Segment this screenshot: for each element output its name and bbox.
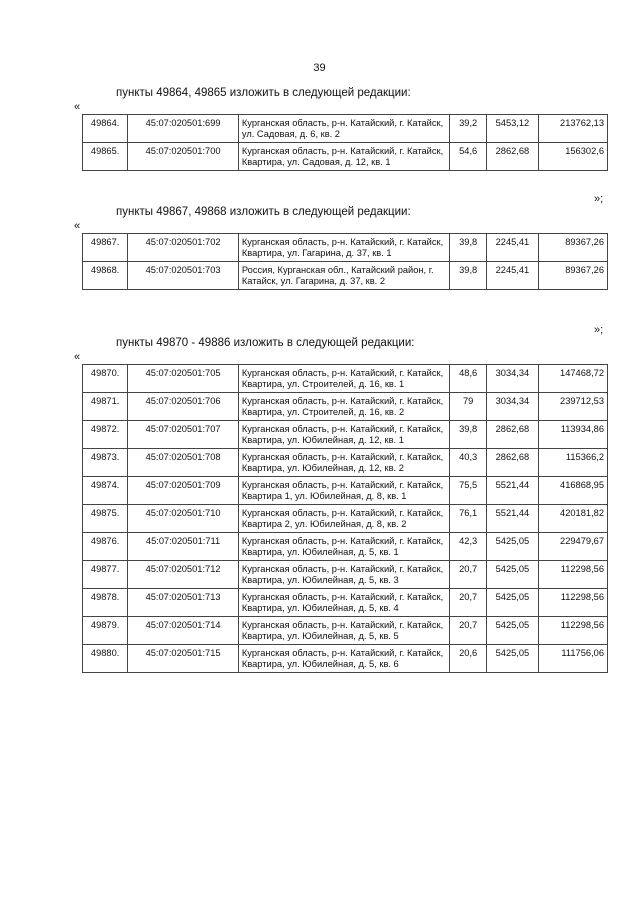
address-cell: Курганская область, р-н. Катайский, г. Катайск, Квартира 2, ул. Юбилейная, д. 8, кв. 2 — [238, 505, 449, 533]
cadastral-number: 45:07:020501:713 — [128, 589, 239, 617]
total-cell: 147468,72 — [538, 365, 607, 393]
table-row — [83, 645, 608, 673]
area-cell: 39,8 — [450, 421, 487, 449]
address-cell: Курганская область, р-н. Катайский, г. Катайск, Квартира, ул. Строителей, д. 16, кв. 2 — [238, 393, 449, 421]
cadastral-number: 45:07:020501:707 — [128, 421, 239, 449]
cadastral-number: 45:07:020501:705 — [128, 365, 239, 393]
address-cell: Курганская область, р-н. Катайский, г. Катайск, Квартира, ул. Гагарина, д. 37, кв. 1 — [238, 234, 449, 262]
price-cell: 5521,44 — [487, 477, 538, 505]
address-cell: Курганская область, р-н. Катайский, г. Катайск, Квартира, ул. Юбилейная, д. 12, кв. 1 — [238, 421, 449, 449]
address-cell: Курганская область, р-н. Катайский, г. Катайск, Квартира, ул. Садовая, д. 12, кв. 1 — [238, 143, 449, 171]
total-cell: 89367,26 — [538, 262, 607, 290]
area-cell: 20,6 — [450, 645, 487, 673]
table-row — [83, 477, 608, 505]
cadastral-number: 45:07:020501:708 — [128, 449, 239, 477]
property-table — [82, 114, 608, 171]
cadastral-number: 45:07:020501:715 — [128, 645, 239, 673]
total-cell: 239712,53 — [538, 393, 607, 421]
table-row — [83, 421, 608, 449]
row-number: 49879. — [83, 617, 128, 645]
area-cell: 39,2 — [450, 115, 487, 143]
table-row — [83, 393, 608, 421]
page-number: 39 — [313, 62, 326, 74]
cadastral-number: 45:07:020501:703 — [128, 262, 239, 290]
address-cell: Курганская область, р-н. Катайский, г. Катайск, Квартира, ул. Строителей, д. 16, кв. 1 — [238, 365, 449, 393]
total-cell: 112298,56 — [538, 617, 607, 645]
price-cell: 5521,44 — [487, 505, 538, 533]
price-cell: 2862,68 — [487, 449, 538, 477]
total-cell: 111756,06 — [538, 645, 607, 673]
table-row — [83, 533, 608, 561]
table-row — [83, 505, 608, 533]
row-number: 49871. — [83, 393, 128, 421]
total-cell: 89367,26 — [538, 234, 607, 262]
price-cell: 3034,34 — [487, 393, 538, 421]
address-cell: Курганская область, р-н. Катайский, г. Катайск, Квартира, ул. Юбилейная, д. 5, кв. 3 — [238, 561, 449, 589]
row-number: 49870. — [83, 365, 128, 393]
row-number: 49867. — [83, 234, 128, 262]
cadastral-number: 45:07:020501:699 — [128, 115, 239, 143]
total-cell: 115366,2 — [538, 449, 607, 477]
price-cell: 3034,34 — [487, 365, 538, 393]
area-cell: 48,6 — [450, 365, 487, 393]
table-row — [83, 449, 608, 477]
price-cell: 5453,12 — [487, 115, 538, 143]
section-heading: пункты 49864, 49865 изложить в следующей редакции: — [116, 87, 411, 99]
price-cell: 2862,68 — [487, 143, 538, 171]
cadastral-number: 45:07:020501:700 — [128, 143, 239, 171]
total-cell: 113934,86 — [538, 421, 607, 449]
price-cell: 5425,05 — [487, 617, 538, 645]
price-cell: 2862,68 — [487, 421, 538, 449]
total-cell: 416868,95 — [538, 477, 607, 505]
price-cell: 5425,05 — [487, 561, 538, 589]
table-row — [83, 617, 608, 645]
open-quote: « — [74, 220, 81, 232]
address-cell: Курганская область, р-н. Катайский, г. Катайск, Квартира 1, ул. Юбилейная, д. 8, кв. 1 — [238, 477, 449, 505]
cadastral-number: 45:07:020501:709 — [128, 477, 239, 505]
table-row — [83, 262, 608, 290]
row-number: 49878. — [83, 589, 128, 617]
table-row — [83, 234, 608, 262]
address-cell: Курганская область, р-н. Катайский, г. Катайск, ул. Садовая, д. 6, кв. 2 — [238, 115, 449, 143]
section-heading: пункты 49867, 49868 изложить в следующей редакции: — [116, 206, 411, 218]
area-cell: 39,8 — [450, 262, 487, 290]
property-table — [82, 364, 608, 673]
close-quote: »; — [594, 193, 604, 205]
total-cell: 213762,13 — [538, 115, 607, 143]
property-table — [82, 233, 608, 290]
row-number: 49868. — [83, 262, 128, 290]
price-cell: 5425,05 — [487, 589, 538, 617]
close-quote: »; — [594, 324, 604, 336]
price-cell: 2245,41 — [487, 262, 538, 290]
area-cell: 39,8 — [450, 234, 487, 262]
row-number: 49880. — [83, 645, 128, 673]
price-cell: 2245,41 — [487, 234, 538, 262]
cadastral-number: 45:07:020501:712 — [128, 561, 239, 589]
area-cell: 76,1 — [450, 505, 487, 533]
row-number: 49873. — [83, 449, 128, 477]
cadastral-number: 45:07:020501:714 — [128, 617, 239, 645]
table-row — [83, 365, 608, 393]
row-number: 49872. — [83, 421, 128, 449]
table-row — [83, 143, 608, 171]
table-row — [83, 115, 608, 143]
row-number: 49865. — [83, 143, 128, 171]
table-row — [83, 561, 608, 589]
row-number: 49877. — [83, 561, 128, 589]
address-cell: Курганская область, р-н. Катайский, г. Катайск, Квартира, ул. Юбилейная, д. 5, кв. 6 — [238, 645, 449, 673]
open-quote: « — [74, 101, 81, 113]
total-cell: 420181,82 — [538, 505, 607, 533]
area-cell: 42,3 — [450, 533, 487, 561]
area-cell: 20,7 — [450, 617, 487, 645]
row-number: 49874. — [83, 477, 128, 505]
area-cell: 20,7 — [450, 561, 487, 589]
area-cell: 20,7 — [450, 589, 487, 617]
address-cell: Курганская область, р-н. Катайский, г. Катайск, Квартира, ул. Юбилейная, д. 12, кв. 2 — [238, 449, 449, 477]
address-cell: Курганская область, р-н. Катайский, г. Катайск, Квартира, ул. Юбилейная, д. 5, кв. 4 — [238, 589, 449, 617]
cadastral-number: 45:07:020501:711 — [128, 533, 239, 561]
cadastral-number: 45:07:020501:706 — [128, 393, 239, 421]
address-cell: Россия, Курганская обл., Катайский район, г. Катайск, ул. Гагарина, д. 37, кв. 2 — [238, 262, 449, 290]
area-cell: 54,6 — [450, 143, 487, 171]
cadastral-number: 45:07:020501:702 — [128, 234, 239, 262]
row-number: 49876. — [83, 533, 128, 561]
total-cell: 112298,56 — [538, 561, 607, 589]
table-row — [83, 589, 608, 617]
row-number: 49875. — [83, 505, 128, 533]
cadastral-number: 45:07:020501:710 — [128, 505, 239, 533]
area-cell: 40,3 — [450, 449, 487, 477]
open-quote: « — [74, 351, 81, 363]
area-cell: 79 — [450, 393, 487, 421]
address-cell: Курганская область, р-н. Катайский, г. Катайск, Квартира, ул. Юбилейная, д. 5, кв. 1 — [238, 533, 449, 561]
row-number: 49864. — [83, 115, 128, 143]
address-cell: Курганская область, р-н. Катайский, г. Катайск, Квартира, ул. Юбилейная, д. 5, кв. 5 — [238, 617, 449, 645]
area-cell: 75,5 — [450, 477, 487, 505]
total-cell: 229479,67 — [538, 533, 607, 561]
price-cell: 5425,05 — [487, 645, 538, 673]
total-cell: 156302,6 — [538, 143, 607, 171]
section-heading: пункты 49870 - 49886 изложить в следующей редакции: — [116, 337, 415, 349]
total-cell: 112298,56 — [538, 589, 607, 617]
price-cell: 5425,05 — [487, 533, 538, 561]
